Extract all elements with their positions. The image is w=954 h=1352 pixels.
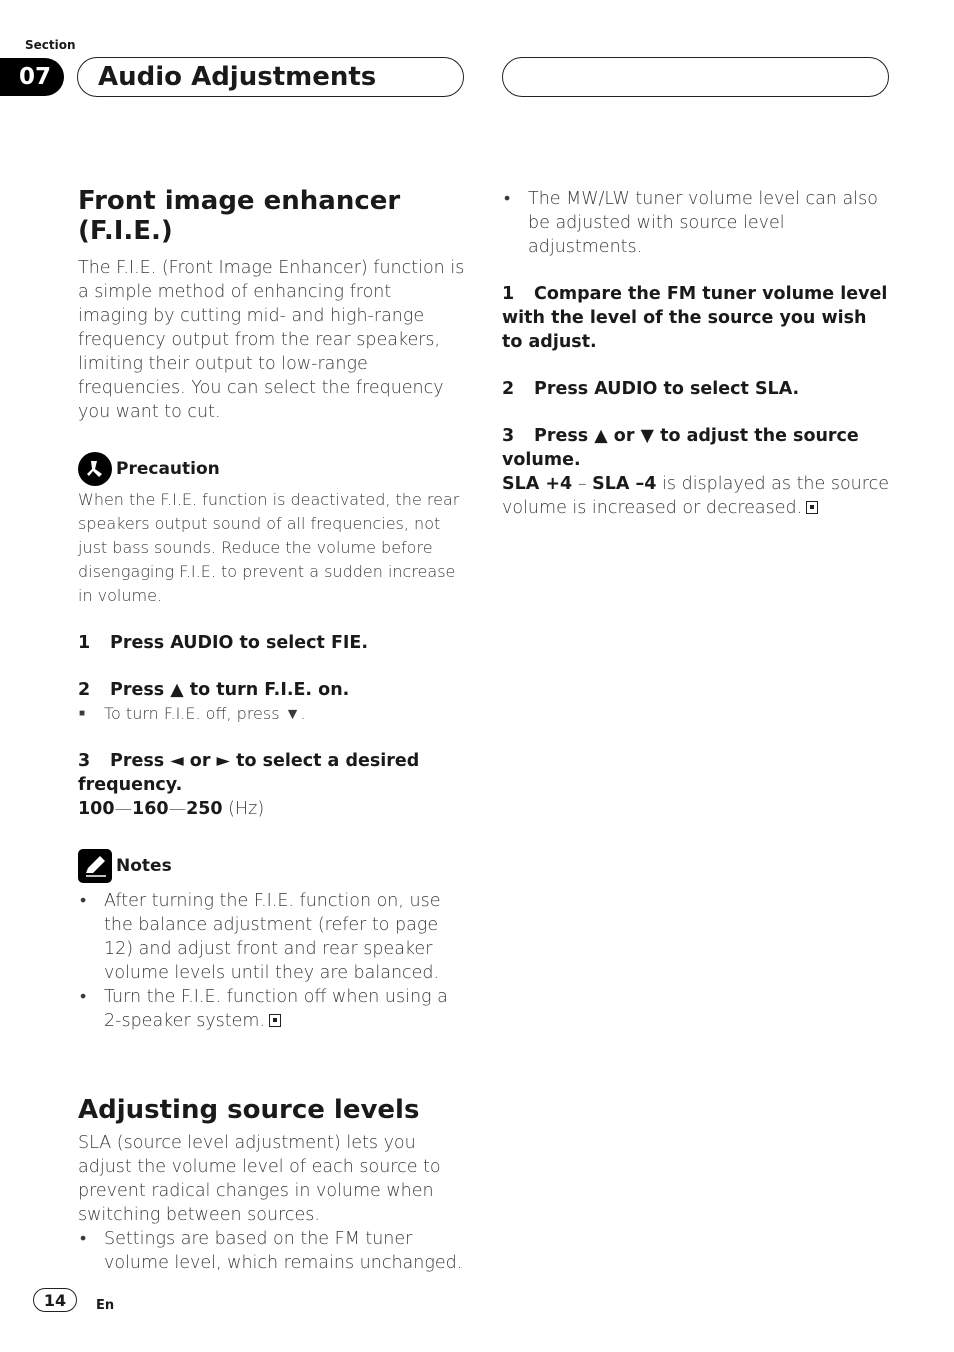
step-text: Press ▲ or ▼ to adjust the source volume. bbox=[502, 426, 859, 470]
freq-sep: — bbox=[114, 799, 133, 819]
language-label: En bbox=[96, 1298, 115, 1313]
notes-list bbox=[78, 889, 466, 1033]
freq-100: 100 bbox=[78, 799, 115, 819]
step-number: 1 bbox=[502, 284, 515, 304]
sla-range-start: SLA +4 bbox=[502, 474, 573, 494]
left-column bbox=[78, 186, 466, 1275]
step-text: Press ◄ or ► to select a desired frequency. bbox=[78, 751, 420, 795]
step-number: 3 bbox=[78, 751, 91, 771]
end-mark-icon bbox=[269, 1014, 281, 1027]
fie-step-2-sub: ■ To turn F.I.E. off, press ▼. bbox=[78, 702, 466, 726]
freq-250: 250 bbox=[186, 799, 223, 819]
notes-header bbox=[78, 849, 466, 883]
sla-range bbox=[502, 472, 892, 520]
sla-step-1 bbox=[502, 282, 892, 354]
section-label: Section bbox=[25, 38, 76, 52]
freq-unit: (Hz) bbox=[228, 799, 265, 819]
page-number: 14 bbox=[33, 1288, 77, 1312]
sla-step-3 bbox=[502, 424, 892, 472]
step-text: Press ▲ to turn F.I.E. on. bbox=[110, 680, 350, 700]
sla-heading: Adjusting source levels bbox=[78, 1095, 420, 1125]
sla-bullet: • Settings are based on the FM tuner volume level, which remains unchanged. bbox=[78, 1227, 466, 1275]
step-text: Press AUDIO to select SLA. bbox=[534, 379, 800, 399]
note-item-text: Turn the F.I.E. function off when using a 2-speaker system. bbox=[104, 987, 448, 1031]
section-title-text: Audio Adjustments bbox=[98, 62, 377, 92]
precaution-icon bbox=[78, 452, 112, 486]
step-number: 3 bbox=[502, 426, 515, 446]
sla-range-text: is displayed as the source volume is increased or decreased. bbox=[502, 474, 889, 518]
notes-pencil-icon bbox=[78, 849, 112, 883]
step-text: Compare the FM tuner volume level with the level of the source you wish to adjust. bbox=[502, 284, 888, 352]
fie-heading: Front image enhancer (F.I.E.) bbox=[78, 186, 401, 246]
step-text: Press AUDIO to select FIE. bbox=[110, 633, 369, 653]
fie-step-2 bbox=[78, 678, 466, 702]
notes-label: Notes bbox=[116, 856, 172, 876]
right-column bbox=[502, 187, 892, 520]
sla-bullet: • The MW/LW tuner volume level can also be adjusted with source level adjustments. bbox=[502, 187, 892, 259]
section-title bbox=[77, 57, 464, 97]
fie-step-1 bbox=[78, 631, 466, 655]
step-number: 1 bbox=[78, 633, 91, 653]
freq-160: 160 bbox=[132, 799, 169, 819]
sla-range-end: SLA –4 bbox=[592, 474, 657, 494]
precaution-header bbox=[78, 452, 466, 486]
precaution-label: Precaution bbox=[116, 459, 220, 479]
fie-intro: The F.I.E. (Front Image Enhancer) function is a simple method of enhancing front imaging by cutting mid- and high-range frequency output from the rear speakers, limiting their output to low-range frequencies. You can select the frequency you want to cut. bbox=[78, 258, 465, 422]
step-number: 2 bbox=[502, 379, 515, 399]
freq-sep: — bbox=[168, 799, 187, 819]
end-mark-icon bbox=[806, 501, 818, 514]
section-number-badge: 07 bbox=[0, 58, 64, 96]
sla-intro: SLA (source level adjustment) lets you adjust the volume level of each source to prevent radical changes in volume when switching between sources. bbox=[78, 1133, 441, 1225]
sla-range-sep: – bbox=[577, 474, 587, 494]
precaution-text: When the F.I.E. function is deactivated, the rear speakers output sound of all frequencies, not just bass sounds. Reduce the volume before disengaging F.I.E. to prevent a sudden increase in volume. bbox=[78, 490, 460, 605]
header-empty-pill bbox=[502, 57, 889, 97]
note-item: • After turning the F.I.E. function on, use the balance adjustment (refer to page 12) and adjust front and rear speaker volume levels until they are balanced. bbox=[78, 889, 466, 985]
fie-step-3 bbox=[78, 749, 466, 797]
step-number: 2 bbox=[78, 680, 91, 700]
freq-values bbox=[78, 797, 466, 821]
note-item bbox=[78, 985, 466, 1033]
sla-step-2 bbox=[502, 377, 892, 401]
